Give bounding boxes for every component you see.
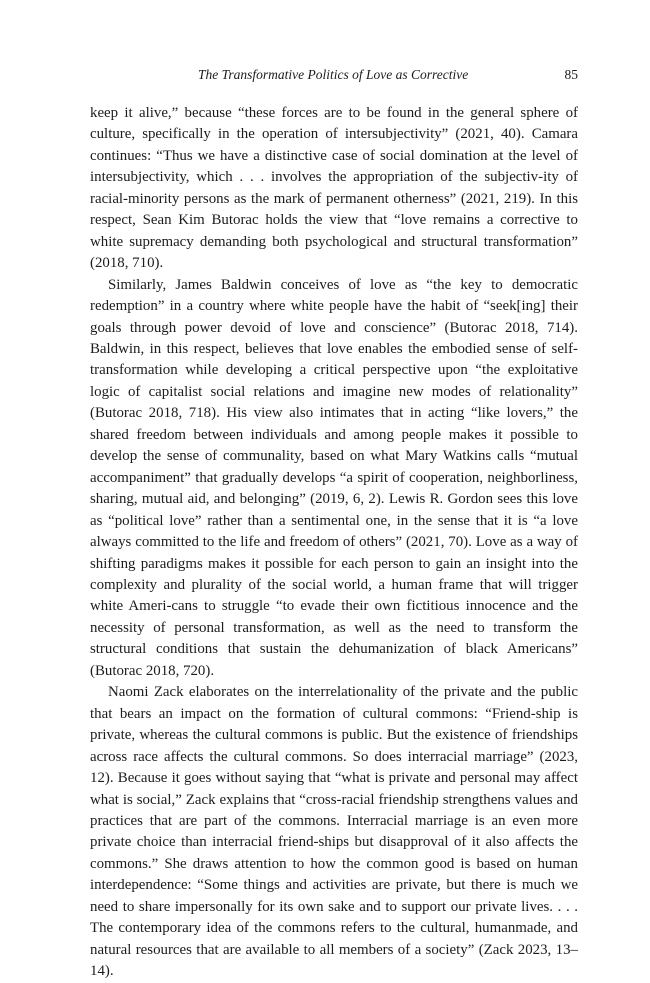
- book-page: [90, 64, 578, 983]
- running-head: [90, 64, 578, 86]
- page-number: 85: [564, 67, 578, 82]
- running-title: The Transformative Politics of Love as Corrective: [198, 67, 469, 82]
- paragraph-baldwin: Similarly, James Baldwin conceives of love as “the key to democratic redemption” in a country where white people have the habit of “seek[ing] their goals through power devoid of love and conscience” (Butorac 2018, 714). Baldwin, in this respect, believes that love enables the embodied sense of self-transformation while developing a critical perspective upon “the exploitative logic of capitalist social relations and imagine new modes of relationality” (Butorac 2018, 718). His view also intimates that in acting “like lovers,” the shared freedom between individuals and among people makes it possible to develop the sense of communality, based on what Mary Watkins calls “mutual accompaniment” that gradually develops “a spirit of cooperation, neighborliness, sharing, mutual aid, and belonging” (2019, 6, 2). Lewis R. Gordon sees this love as “political love” rather than a sentimental one, in the sense that it is “a love always committed to the life and freedom of others” (2021, 70). Love as a way of shifting paradigms makes it possible for each person to gain an insight into the complexity and plurality of the social world, a human frame that will trigger white Ameri-cans to struggle “to evade their own fictitious innocence and the necessity of personal transformation, as well as the need to transform the structural conditions that sustain the dehumanization of black Americans” (Butorac 2018, 720).: [90, 276, 578, 679]
- paragraph-continued: keep it alive,” because “these forces are to be found in the general sphere of culture, specifically in the operation of intersubjectivity” (2021, 40). Camara continues: “Thus we have a distinctive case of social domination at the level of intersubjectivity, which . . . involves the appropriation of the subjectiv-ity of racial-minority persons as the mark of permanent otherness” (2021, 219). In this respect, Sean Kim Butorac holds the view that “love remains a corrective to white supremacy demanding both psychological and structural transformation” (2018, 710).: [90, 105, 578, 272]
- paragraph-zack: Naomi Zack elaborates on the interrelationality of the private and the public that bears an impact on the formation of cultural commons: “Friend-ship is private, whereas the cultural commons is public. But the existence of friendships across race affects the cultural commons. So does interracial marriage” (2023, 12). Because it goes without saying that “what is private and personal may affect what is social,” Zack explains that “cross-racial friendship strengthens values and practices that are part of the commons. Interracial marriage is an even more private choice than interracial friend-ships but disapproval of it also affects the commons.” She draws attention to how the common good is based on human interdependence: “Some things and activities are private, but there is much we need to share impersonally for its own sake and to support our private lives. . . . The contemporary idea of the commons refers to the cultural, humanmade, and natural resources that are available to all members of a society” (Zack 2023, 13–14).: [90, 684, 578, 980]
- body-text: [90, 103, 578, 983]
